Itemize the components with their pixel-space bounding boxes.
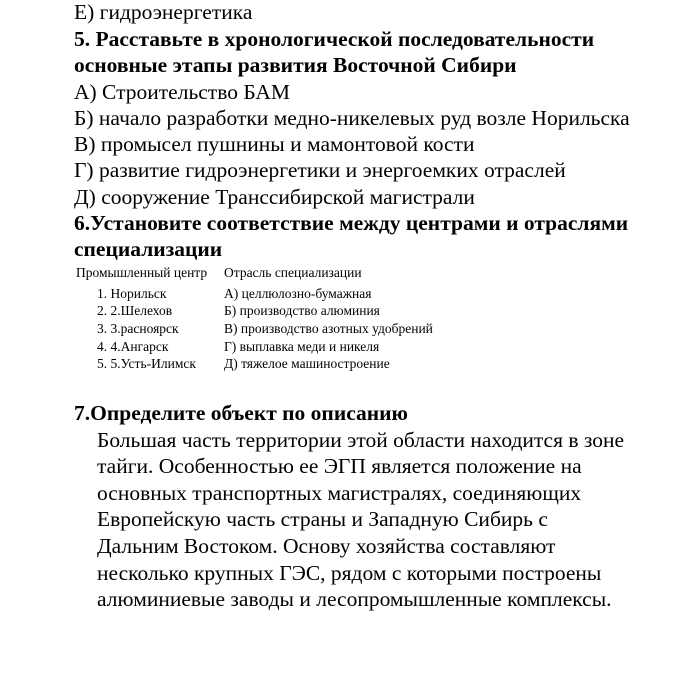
table-cell-industry: В) производство азотных удобрений [224,321,433,336]
q7-title: 7.Определите объект по описанию [74,401,408,425]
table-header-center: Промышленный центр [76,265,208,280]
table-cell-industry: Б) производство алюминия [224,303,380,318]
table-cell-center: 5. 5.Усть-Илимск [97,356,196,371]
q7-text-line: Европейскую часть страны и Западную Сибирь с [97,507,548,531]
q5-option-a: А) Строительство БАМ [74,80,291,104]
table-cell-center: 4. 4.Ангарск [97,339,169,354]
table-cell-industry: Д) тяжелое машиностроение [224,356,390,371]
table-header-industry: Отрасль специализации [224,265,362,280]
q7-text-line: тайги. Особенностью ее ЭГП является положение на [97,454,582,478]
q6-title-line1: 6.Установите соответствие между центрами и отраслями [74,211,629,235]
q7-text-line: Дальним Востоком. Основу хозяйства составляют [97,534,556,558]
q5-option-b: Б) начало разработки медно-никелевых руд возле Норильска [74,106,630,130]
table-cell-center: 2. 2.Шелехов [97,303,173,318]
table-cell-industry: А) целлюлозно-бумажная [224,286,372,301]
option-e-hydro: Е) гидроэнергетика [74,0,253,24]
table-cell-industry: Г) выплавка меди и никеля [224,339,380,354]
q5-option-v: В) промысел пушнины и мамонтовой кости [74,132,475,156]
q5-title-line1: 5. Расставьте в хронологической последовательности [74,27,595,51]
table-cell-center: 3. 3.расноярск [97,321,179,336]
table-cell-center: 1. Норильск [97,286,167,301]
q5-option-d: Д) сооружение Транссибирской магистрали [74,185,475,209]
q5-option-g: Г) развитие гидроэнергетики и энергоемких отраслей [74,158,566,182]
q5-title-line2: основные этапы развития Восточной Сибири [74,53,517,77]
q7-text-line: алюминиевые заводы и лесопромышленные комплексы. [97,587,612,611]
q6-title-line2: специализации [74,237,223,261]
q7-text-line: основных транспортных магистралях, соединяющих [97,481,582,505]
q7-text-line: несколько крупных ГЭС, рядом с которыми построены [97,561,602,585]
q7-text-line: Большая часть территории этой области находится в зоне [97,428,625,452]
